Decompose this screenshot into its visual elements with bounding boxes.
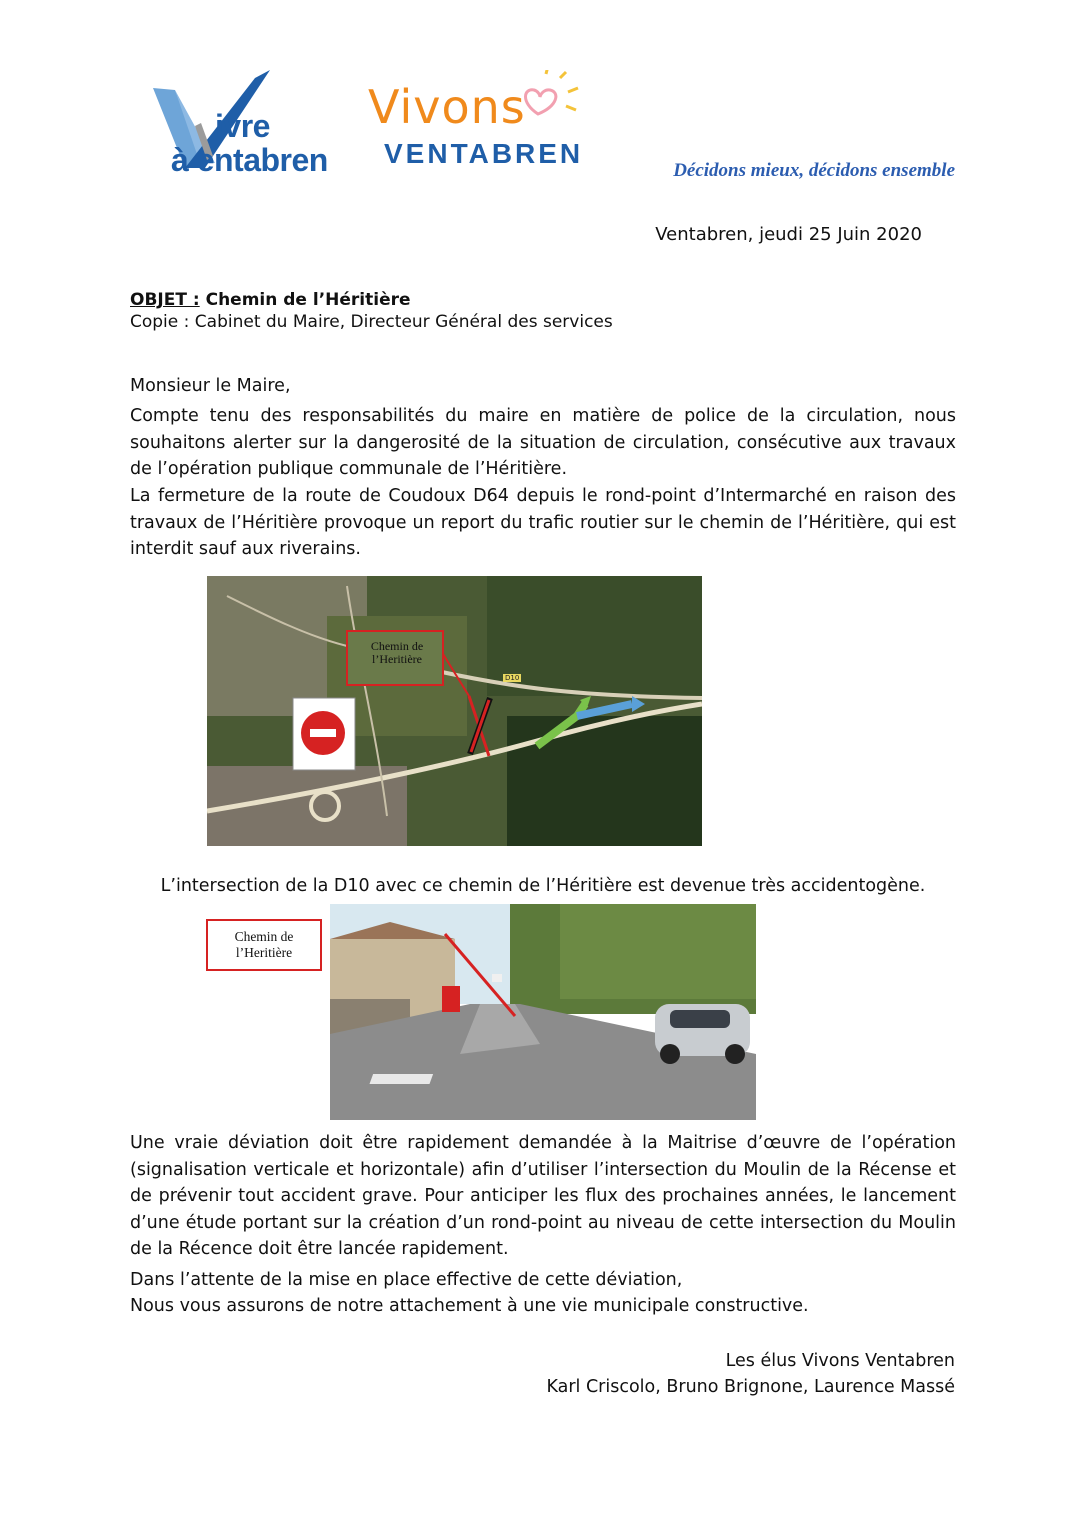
map-label: Chemin de l’Heritière [370, 639, 424, 666]
copy-recipients: Copie : Cabinet du Maire, Directeur Général des services [130, 312, 613, 332]
logo2-text-top: Vivons [368, 80, 526, 134]
paragraph-3: Une vraie déviation doit être rapidement demandée à la Maitrise d’œuvre de l’opération (signalisation verticale et horizontale) afin d’utiliser l’intersection du Moulin de la Récense et de prévenir tout accident grave. Pour anticiper les flux des prochaines années, le lancement d’une étude portant sur la création d’un rond-point au niveau de cette intersection du Moulin de la Récence doit être lancée rapidement. [130, 1133, 956, 1259]
logo1-text-top: ivre [215, 108, 270, 144]
dateline: Ventabren, jeudi 25 Juin 2020 [655, 224, 922, 245]
logo2-text-bottom: VENTABREN [384, 138, 584, 169]
street-photo [330, 904, 756, 1120]
subject-line [130, 290, 411, 310]
signature-line-2: Karl Criscolo, Bruno Brignone, Laurence Massé [546, 1377, 955, 1397]
signature-line-1: Les élus Vivons Ventabren [725, 1351, 955, 1371]
heart-sun-icon [500, 70, 590, 140]
photo-label-box [206, 919, 322, 971]
salutation: Monsieur le Maire, [130, 376, 291, 396]
vivre-a-ventabren-logo [145, 68, 345, 183]
subject-title: Chemin de l’Héritière [205, 290, 411, 310]
paragraph-1: Compte tenu des responsabilités du maire en matière de police de la circulation, nous souhaitons alerter sur la dangerosité de la situation de circulation, consécutive aux travaux de l’opération publique communale de l’Héritière. [130, 406, 956, 479]
map-road-label: D10 [505, 674, 520, 682]
motto: Décidons mieux, décidons ensemble [673, 160, 955, 181]
photo-label-line2: l’Heritière [235, 945, 293, 960]
vivons-ventabren-logo [360, 80, 600, 180]
map-caption: L’intersection de la D10 avec ce chemin de l’Héritière est devenue très accidentogène. [160, 876, 926, 896]
aerial-map-image [207, 576, 702, 846]
paragraph-4: Dans l’attente de la mise en place effective de cette déviation, [130, 1270, 683, 1290]
paragraph-2: La fermeture de la route de Coudoux D64 depuis le rond-point d’Intermarché en raison des travaux de l’Héritière provoque un report du trafic routier sur le chemin de l’Héritière, qui est interdit sauf aux riverains. [130, 486, 956, 559]
logo1-text-bottom: à entabren [171, 142, 328, 178]
paragraph-5: Nous vous assurons de notre attachement à une vie municipale constructive. [130, 1296, 809, 1316]
photo-label-line1: Chemin de [234, 929, 294, 944]
subject-label: OBJET : [130, 290, 200, 310]
